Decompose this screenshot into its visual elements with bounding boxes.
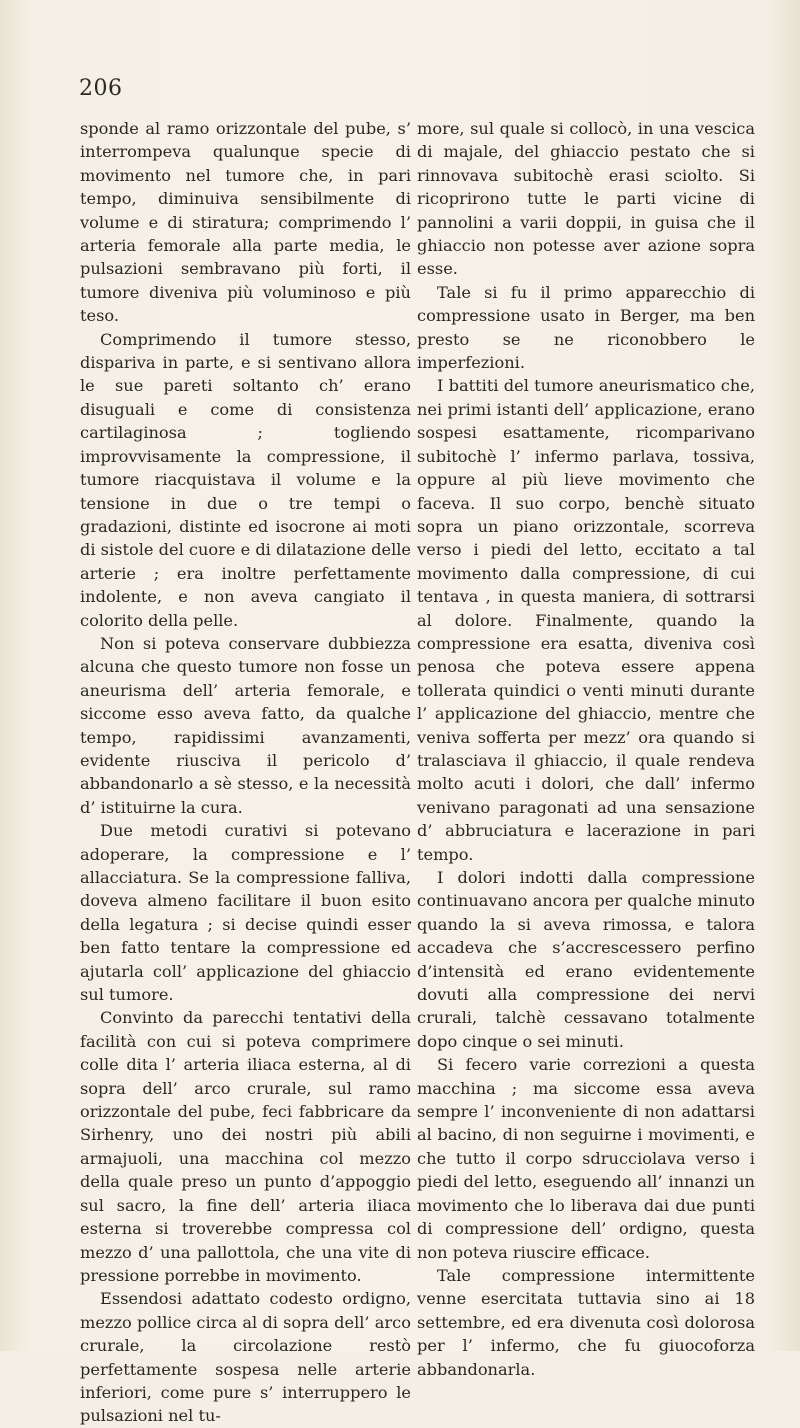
right-column (417, 117, 755, 1381)
paragraph: Due metodi curativi si potevano adoperare, la compressione e l’ allacciatura. Se la compressione falliva, doveva almeno facilitare il buon esito della legatura ; si decise quindi esser ben fatto tentare la compressione ed ajutarla coll’ applicazione del ghiaccio sul tumore. (80, 821, 411, 1005)
paragraph: Convinto da parecchi tentativi della facilità con cui si poteva comprimere colle dita l’ arteria iliaca esterna, al di sopra dell’ arco crurale, sul ramo orizzontale del pube, feci fabbricare da Sirhenry, uno dei nostri più abili armajuoli, una macchina col mezzo della quale preso un punto d’appoggio sul sacro, la fine dell’ arteria iliaca esterna si troverebbe compressa col mezzo d’ una pallottola, che una vite di pressione porrebbe in movimento. (80, 1008, 411, 1285)
paragraph: Non si poteva conservare dubbiezza alcuna che questo tumore non fosse un aneurisma dell’ arteria femorale, e siccome esso aveva fatto, da qualche tempo, rapidissimi avanzamenti, evidente riusciva il pericolo d’ abbandonarlo a sè stesso, e la necessità d’ istituirne la cura. (80, 633, 411, 817)
paragraph: Tale compressione intermittente venne esercitata tuttavia sino ai 18 settembre, ed era divenuta così dolorosa per l’ infermo, che fu giuocoforza abbandonarla. (417, 1265, 755, 1379)
paragraph: sponde al ramo orizzontale del pube, s’ interrompeva qualunque specie di movimento nel tumore che, in pari tempo, diminuiva sensibilmente di volume e di stiratura; comprimendo l’ arteria femorale alla parte media, le pulsazioni sembravano più forti, il tumore diveniva più voluminoso e più teso. (80, 119, 411, 326)
paragraph: I battiti del tumore aneurismatico che, nei primi istanti dell’ applicazione, erano sospesi esattamente, ricomparivano subitochè l’ infermo parlava, tossiva, oppure al più lieve movimento che faceva. Il suo corpo, benchè situato sopra un piano orizzontale, scorreva verso i piedi del letto, eccitato a tal movimento dalla compressione, di cui tentava , in questa maniera, di sottrarsi al dolore. Finalmente, quando la compressione era esatta, diveniva così penosa che poteva essere appena tollerata quindici o venti minuti durante l’ applicazione del ghiaccio, mentre che veniva sofferta per mezz’ ora quando si tralasciava il ghiaccio, il quale rendeva molto acuti i dolori, che dall’ infermo venivano paragonati ad una sensazione d’ abbruciatura e lacerazione in pari tempo. (417, 376, 755, 864)
paragraph: Comprimendo il tumore stesso, dispariva in parte, e si sentivano allora le sue pareti soltanto ch’ erano disuguali e come di consistenza cartilaginosa ; togliendo improvvisamente la compressione, il tumore riacquistava il volume e la tensione in due o tre tempi o gradazioni, distinte ed isocrone ai moti di sistole del cuore e di dilatazione delle arterie ; era inoltre perfettamente indolente, e non aveva cangiato il colorito della pelle. (80, 329, 412, 630)
paragraph: I dolori indotti dalla compressione continuavano ancora per qualche minuto quando la si aveva rimossa, e talora accadeva che s’accrescessero perfino d’intensità ed erano evidentemente dovuti alla compressione dei nervi crurali, talchè cessavano totalmente dopo cinque o sei minuti. (417, 868, 755, 1051)
paragraph: Si fecero varie correzioni a questa macchina ; ma siccome essa aveva sempre l’ inconveniente di non adattarsi al bacino, di non seguirne i movimenti, e che tutto il corpo sdrucciolava verso i piedi del letto, eseguendo all’ innanzi un movimento che lo liberava dai due punti di compressione dell’ ordigno, questa non poteva riuscire efficace. (417, 1055, 755, 1262)
left-column (80, 117, 411, 1428)
page-number: 206 (79, 76, 123, 101)
paragraph: Tale si fu il primo apparecchio di compressione usato in Berger, ma ben presto se ne riconobbero le imperfezioni. (417, 282, 755, 373)
paragraph: Essendosi adattato codesto ordigno, mezzo pollice circa al di sopra dell’ arco crurale, la circolazione restò perfettamente sospesa nelle arterie inferiori, come pure s’ interruppero le pulsazioni nel tu- (80, 1289, 411, 1426)
paragraph: more, sul quale si collocò, in una vescica di majale, del ghiaccio pestato che si rinnovava subitochè erasi sciolto. Si ricoprirono tutte le parti vicine di pannolini a varii doppii, in guisa che il ghiaccio non potesse aver azione sopra esse. (417, 119, 755, 279)
